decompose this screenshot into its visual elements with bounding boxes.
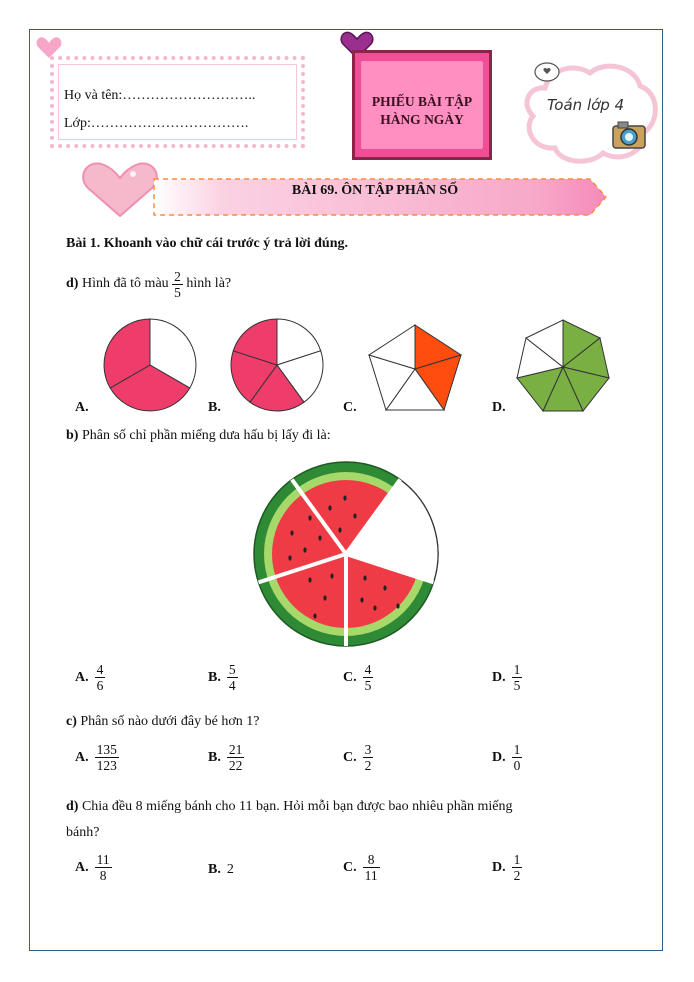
question-text: Phân số nào dưới đây bé hơn 1? — [80, 714, 260, 729]
option-a-circle — [104, 319, 196, 411]
option-d-heptagon — [517, 320, 609, 411]
option-b-a[interactable]: A. $\frac{4}{6}$ — [75, 662, 104, 693]
option-c-c[interactable]: C. $\frac{3}{2}$ — [343, 742, 372, 773]
option-b-c[interactable]: C. $\frac{4}{5}$ — [343, 662, 372, 693]
option-c-b[interactable]: B. $\frac{21}{22}$ — [208, 742, 243, 773]
exercise-title: Bài 1. Khoanh vào chữ cái trước ý trả lời đúng. — [66, 236, 348, 251]
worksheet-title-box — [352, 50, 492, 160]
question-b — [66, 428, 331, 444]
option-d-d[interactable]: D. $\frac{1}{2}$ — [492, 852, 521, 883]
question-c — [66, 714, 259, 730]
subject-label: Toán lớp 4 — [547, 96, 625, 114]
watermelon-figure — [250, 458, 442, 650]
option-b-d[interactable]: D. $\frac{1}{5}$ — [492, 662, 521, 693]
question-text: Hình đã tô màu — [81, 276, 169, 291]
shape-option-c[interactable]: C. — [343, 400, 357, 415]
option-d-b[interactable]: B. 2 — [208, 862, 234, 877]
shape-option-a[interactable]: A. — [75, 400, 89, 415]
option-c-d[interactable]: D. $\frac{1}{0}$ — [492, 742, 521, 773]
shape-option-d[interactable]: D. — [492, 400, 506, 415]
shape-option-b[interactable]: B. — [208, 400, 221, 415]
class-field-label: Lớp:……………………………. — [64, 116, 249, 131]
option-d-a[interactable]: A. $\frac{11}{8}$ — [75, 852, 110, 883]
option-d-c[interactable]: C. $\frac{8}{11}$ — [343, 852, 378, 883]
option-c-a[interactable]: A. $\frac{135}{123}$ — [75, 742, 117, 773]
question-label: d) — [66, 799, 79, 814]
option-c-pentagon — [369, 325, 461, 410]
student-info-box — [50, 56, 305, 148]
lesson-title: BÀI 69. ÔN TẬP PHÂN SỐ — [291, 183, 459, 198]
option-b-b[interactable]: B. $\frac{5}{4}$ — [208, 662, 236, 693]
question-text-after: hình là? — [186, 276, 232, 291]
camera-icon — [610, 118, 650, 152]
question-label: c) — [66, 714, 77, 729]
question-d1 — [66, 264, 231, 304]
question-fraction: $\frac{2}{5}$ — [174, 268, 181, 300]
name-field-label: Họ và tên:……………………….. — [64, 88, 256, 103]
question-label: b) — [66, 428, 79, 443]
question-text: Phân số chỉ phần miếng dưa hấu bị lấy đi là: — [81, 428, 331, 443]
banner-heart-icon — [80, 160, 160, 220]
worksheet-title: PHIẾU BÀI TẬP HÀNG NGÀY — [371, 94, 473, 127]
question-text: Chia đều 8 miếng bánh cho 11 bạn. Hỏi mỗi bạn được bao nhiêu phần miếng — [81, 799, 513, 814]
question-text-cont: bánh? — [66, 825, 100, 840]
question-label: d) — [66, 276, 79, 291]
question-d2 — [66, 794, 626, 846]
option-b-circle — [231, 319, 323, 411]
